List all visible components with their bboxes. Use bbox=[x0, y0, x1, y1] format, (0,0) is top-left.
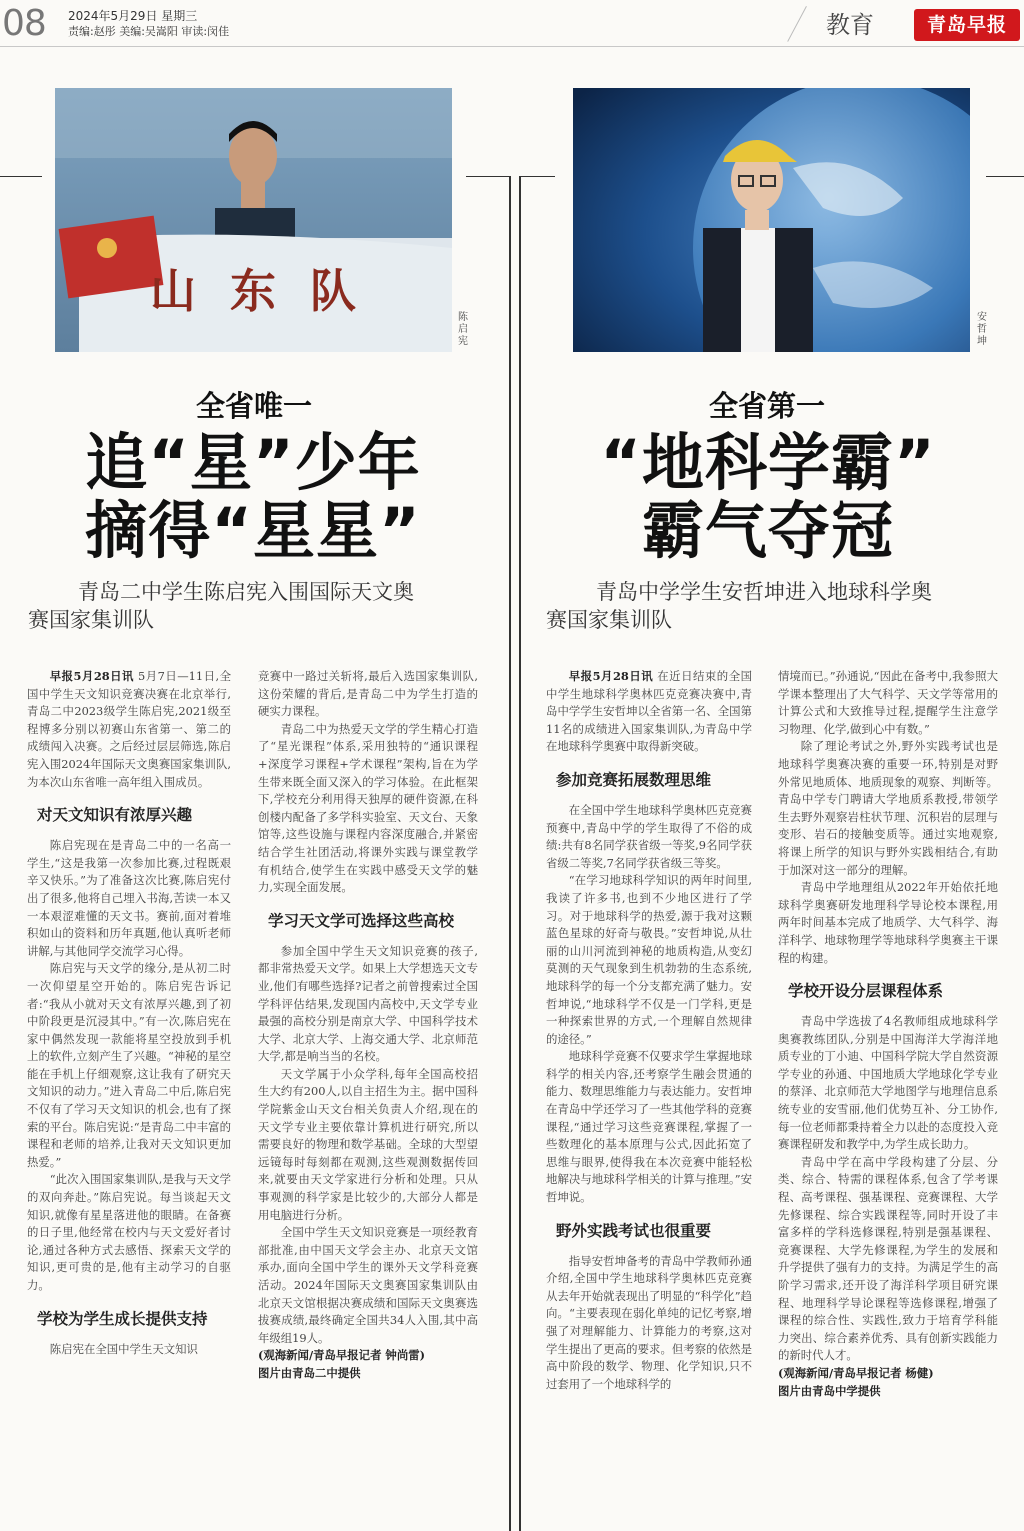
right-article-column-1 bbox=[546, 668, 752, 1393]
header-divider bbox=[787, 6, 807, 42]
left-paragraph: 陈启宪与天文学的缘分,是从初二时一次仰望星空开始的。陈启宪告诉记者:“我从小就对天文有浓厚兴趣,到了初中阶段更是沉浸其中。”有一次,陈启宪在家中偶然发现一款能将星空投放到手机上的软件,立刻产生了兴趣。“神秘的星空能在手机上仔细观察,这让我有了研究天文知识的动力。”进入青岛二中后,陈启宪不仅有了学习天文知识的机会,也有了探索的平台。陈启宪说:“是青岛二中丰富的课程和老师的培养,让我对天文知识更加热爱。” bbox=[27, 961, 231, 1169]
masthead-logo: 青岛早报 bbox=[914, 9, 1020, 41]
left-subtitle bbox=[28, 578, 498, 634]
right-article-top-rule-right bbox=[986, 176, 1024, 177]
left-paragraph: 陈启宪在全国中学生天文知识 bbox=[49, 1341, 198, 1356]
right-article-border bbox=[519, 176, 521, 1531]
left-banner-text: 山东队 bbox=[150, 264, 390, 318]
left-paragraph: 陈启宪现在是青岛二中的一名高一学生,“这是我第一次参加比赛,过程既艰辛又快乐。”为了准备这次比赛,陈启宪付出了很多,他将自己埋入书海,苦读一本又一本艰涩难懂的天文书。赛前,面对着堆积如山的资料和历年真题,他认真听老师讲解,与其他同学交流学习心得。 bbox=[27, 838, 231, 958]
left-subtitle-line-1: 青岛二中学生陈启宪入围国际天文奥 bbox=[78, 580, 414, 604]
left-paragraph: 青岛二中为热爱天文学的学生精心打造了“星光课程”体系,采用独特的“通识课程+深度学习课程+学术课程”架构,旨在为学生带来既全面又深入的学习体验。在此框架下,学校充分利用得天独厚的硬件资源,在科创楼内配备了多学科实验室、天文台、天象馆等,这些设施与课程内容深度融合,并紧密结合学生社团活动,将课外实践与课堂教学有机结合,使学生在实践中感受天文学的魅力,实现全面发展。 bbox=[258, 721, 478, 895]
right-paragraph: “在学习地球科学知识的两年时间里,我读了许多书,也到不少地区进行了学习。对于地球科学的热爱,源于我对这颗蓝色星球的好奇与敬畏。”安哲坤说,从壮丽的山川河流到神秘的地质构造,从变幻莫测的天气现象到生机勃勃的生态系统,地球科学的每一个分支都充满了魅力。安哲坤说,“地球科学不仅是一门学科,更是一种探索世界的方式,一个理解自然规律的途径。” bbox=[546, 873, 752, 1046]
left-article-column-2 bbox=[258, 668, 478, 1383]
section-label: 教育 bbox=[826, 11, 874, 39]
right-paragraph: 情境而已。”孙通说,“因此在备考中,我参照大学课本整理出了大气科学、天文学等常用的计算公式和大致推导过程,提醒学生注意学习物理、化学,做到心中有数。” bbox=[778, 669, 998, 736]
left-photo-credit: 陈启宪 bbox=[458, 312, 468, 347]
editors-line: 责编:赵彤 美编:吴嵩阳 审读:闵佳 bbox=[68, 25, 230, 38]
left-article-top-rule-right bbox=[466, 176, 510, 177]
right-subheading: 参加竞赛拓展数理思维 bbox=[556, 770, 712, 789]
right-dateline: 早报5月28日讯 bbox=[568, 669, 654, 683]
left-photo-source: 图片由青岛二中提供 bbox=[258, 1365, 361, 1380]
right-article-top-rule bbox=[519, 176, 555, 177]
left-subheading: 对天文知识有浓厚兴趣 bbox=[37, 806, 193, 825]
right-paragraph: 除了理论考试之外,野外实践考试也是地球科学奥赛决赛的重要一环,特别是对野外常见地质体、地质现象的观察、判断等。青岛中学专门聘请大学地质系教授,带领学生去野外观察岩柱状节理、沉积岩的层理与变形、岩石的接触变质等。通过实地观察,将课上所学的知识与野外实践相结合,有助于加深对这一部分的理解。 bbox=[778, 739, 998, 877]
left-subheading: 学习天文学可选择这些高校 bbox=[268, 911, 455, 930]
left-kicker: 全省唯一 bbox=[195, 389, 312, 423]
left-subheading: 学校为学生成长提供支持 bbox=[37, 1309, 208, 1328]
right-subtitle-line-1: 青岛中学学生安哲坤进入地球科学奥 bbox=[596, 580, 932, 604]
header-rule bbox=[0, 46, 1024, 47]
left-paragraph: 天文学属于小众学科,每年全国高校招生大约有200人,以自主招生为主。据中国科学院紫金山天文台相关负责人介绍,现在的天文学专业主要依靠计算机进行研究,所以需要良好的物理和数学基础。全球的大型望远镜每时每刻都在观测,这些观测数据传回来,就要由天文学家进行分析和处理。只从事观测的科学家是比较少的,大部分人都是用电脑进行分析。 bbox=[258, 1066, 478, 1222]
header-info bbox=[68, 8, 229, 40]
left-title-line-2: 摘得“星星” bbox=[85, 494, 421, 567]
right-kicker: 全省第一 bbox=[708, 389, 825, 423]
right-paragraph: 青岛中学地理组从2022年开始依托地球科学奥赛研发地理科学导论校本课程,用两年时间基本完成了地质学、大气科学、海洋科学、地球物理学等地球科学奥赛主干课程的构建。 bbox=[778, 880, 998, 965]
right-subtitle bbox=[546, 578, 1016, 634]
right-paragraph: 指导安哲坤备考的青岛中学教师孙通介绍,全国中学生地球科学奥林匹克竞赛从去年开始就表现出了明显的“科学化”趋向。“主要表现在弱化单纯的记忆考察,增强了对理解能力、计算能力的考察,这对学生提出了更高的要求。但考察的依然是高中阶段的数学、物理、化学知识,只不过套用了一个地球科学的 bbox=[546, 1253, 752, 1391]
left-dateline: 早报5月28日讯 bbox=[49, 669, 134, 683]
left-article-border bbox=[509, 176, 511, 1531]
right-photo bbox=[573, 88, 970, 352]
right-title-line-2: 霸气夺冠 bbox=[641, 494, 894, 567]
left-photo bbox=[55, 88, 452, 352]
page-number: 08 bbox=[2, 3, 46, 44]
left-paragraph: 参加全国中学生天文知识竞赛的孩子,都非常热爱天文学。如果上大学想选天文专业,他们有哪些选择?记者之前曾搜索过全国学科评估结果,发现国内高校中,天文学专业最强的高校分别是南京大学、中国科学技术大学、北京大学、上海交通大学、北京师范大学,都是响当当的名校。 bbox=[258, 943, 478, 1064]
left-byline: (观海新闻/青岛早报记者 钟尚雷) bbox=[258, 1348, 425, 1363]
left-paragraph: 5月7日—11日,全国中学生天文知识竞赛决赛在北京举行,青岛二中2023级学生陈启宪,2021级至程博多分别以初赛山东省第一、第二的成绩闯入决赛。之后经过层层筛选,陈启宪入围2024年国际天文奥赛国家集训队,为本次山东省唯一高年组入围成员。 bbox=[27, 669, 232, 789]
date-line: 2024年5月29日 星期三 bbox=[68, 9, 198, 23]
right-paragraph: 在近日结束的全国中学生地球科学奥林匹克竞赛决赛中,青岛中学学生安哲坤以全省第一名、全国第11名的成绩进入国家集训队,为青岛中学在地球科学奥赛中取得新突破。 bbox=[546, 669, 752, 754]
right-photo-credit: 安哲坤 bbox=[977, 312, 987, 347]
right-subheading: 学校开设分层课程体系 bbox=[788, 982, 944, 1001]
right-subheading: 野外实践考试也很重要 bbox=[556, 1221, 712, 1240]
right-article-column-2 bbox=[778, 668, 998, 1400]
left-paragraph: 全国中学生天文知识竞赛是一项经教育部批准,由中国天文学会主办、北京天文馆承办,面向全国中学生的课外天文学科竞赛活动。2024年国际天文奥赛国家集训队由北京天文馆根据决赛成绩和国际天文奥赛选拔赛成绩,最终确定全国共34人入围,其中高年级组19人。 bbox=[258, 1225, 478, 1345]
left-article-column-1 bbox=[27, 668, 231, 1358]
right-photo-image bbox=[573, 88, 970, 352]
left-article-top-rule bbox=[0, 176, 42, 177]
right-paragraph: 在全国中学生地球科学奥林匹克竞赛预赛中,青岛中学的学生取得了不俗的成绩:共有8名同学获省级一等奖,9名同学获省级二等奖,7名同学获省级三等奖。 bbox=[546, 802, 752, 870]
left-title-line-1: 追“星”少年 bbox=[85, 426, 421, 499]
right-paragraph: 地球科学竞赛不仅要求学生掌握地球科学的相关内容,还考察学生融会贯通的能力、数理思维能力与表达能力。安哲坤在青岛中学还学习了一些其他学科的竞赛课程,“通过学习这些竞赛课程,掌握了一些数理化的基本原理与公式,因此拓宽了思维与眼界,使得我在本次竞赛中能轻松地解决与地球科学相关的计算与推理。”安哲坤说。 bbox=[546, 1049, 752, 1205]
right-title-line-1: “地科学霸” bbox=[600, 426, 936, 499]
right-paragraph: 青岛中学选拔了4名教师组成地球科学奥赛教练团队,分别是中国海洋大学海洋地质专业的丁小迪、中国科学院大学自然资源学专业的孙通、中国地质大学地球化学专业的蔡泽、北京师范大学地图学与地理信息系统专业的安雪丽,他们优势互补、分工协作,每一位老师都秉持着全力以赴的态度投入竞赛课程研发和教学中,为学生成长助力。 bbox=[778, 1014, 998, 1152]
right-subtitle-line-2: 赛国家集训队 bbox=[546, 608, 672, 632]
right-photo-source: 图片由青岛中学提供 bbox=[778, 1383, 881, 1398]
left-paragraph: 竞赛中一路过关斩将,最后入选国家集训队,这份荣耀的背后,是青岛二中为学生打造的硬实力课程。 bbox=[258, 669, 478, 719]
left-subtitle-line-2: 赛国家集训队 bbox=[28, 608, 154, 632]
right-byline: (观海新闻/青岛早报记者 杨健) bbox=[778, 1365, 934, 1380]
right-paragraph: 青岛中学在高中学段构建了分层、分类、综合、特需的课程体系,包含了学考课程、高考课程、强基课程、竞赛课程、大学先修课程、综合实践课程等,同时开设了丰富多样的学科选修课程,特别是强基课程、竞赛课程、大学先修课程,为学生的发展和升学提供了强有力的支持。为满足学生的高阶学习需求,还开设了海洋科学项目研究课程、地理科学导论课程等选修课程,增强了课程的综合性、实践性,致力于培育学科能力突出、综合素养优秀、具有创新实践能力的新时代人才。 bbox=[778, 1154, 998, 1363]
left-paragraph: “此次入围国家集训队,是我与天文学的双向奔赴。”陈启宪说。每当谈起天文知识,就像有星星落进他的眼睛。在备赛的日子里,他经常在校内与天文爱好者讨论,通过各种方式去感悟、探索天文学的知识,更可贵的是,他有主动学习的自驱力。 bbox=[27, 1172, 231, 1292]
